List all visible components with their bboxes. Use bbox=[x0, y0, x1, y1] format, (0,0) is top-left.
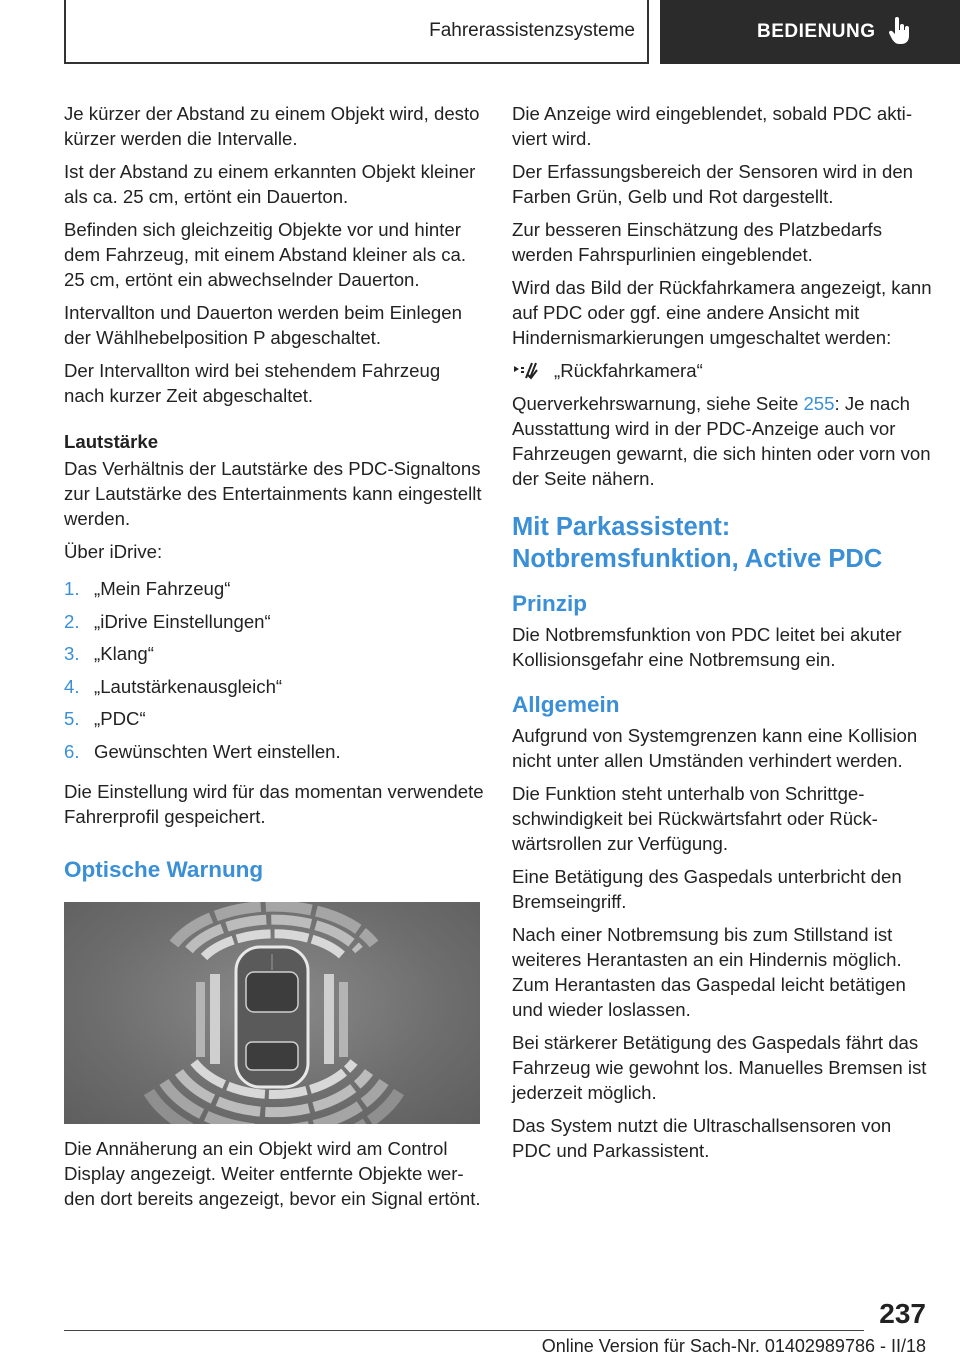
paragraph: Bei stärkerer Betätigung des Gaspedals fährt das Fahrzeug wie gewohnt los. Manuelles Bremsen ist jederzeit möglich. bbox=[512, 1032, 927, 1103]
step-number: 2. bbox=[64, 610, 80, 632]
list-item bbox=[64, 641, 484, 674]
paragraph: Nach einer Notbremsung bis zum Stillstand ist weiteres Herantasten an ein Hindernis möglich. Zum Herantasten das Gaspedal leicht betätigen und wieder loslassen. bbox=[512, 924, 906, 1020]
footer-divider bbox=[64, 1330, 864, 1331]
paragraph: Zur besseren Einschätzung des Platzbedarfs werden Fahrspurlinien eingeblendet. bbox=[512, 219, 883, 265]
paragraph: Der Intervallton wird bei stehendem Fahrzeug nach kurzer Zeit abgeschaltet. bbox=[64, 360, 441, 406]
cross-traffic-text: Querverkehrswarnung, siehe Seite bbox=[512, 393, 804, 414]
step-number: 1. bbox=[64, 578, 80, 599]
step-text: „Lautstärkenausgleich“ bbox=[94, 675, 283, 697]
paragraph: Je kürzer der Abstand zu einem Objekt wird, desto kürzer werden die Intervalle. bbox=[64, 103, 480, 149]
heading-prinzip: Prinzip bbox=[512, 591, 588, 616]
step-text: „iDrive Einstellungen“ bbox=[94, 610, 271, 632]
paragraph: Die Einstellung wird für das momentan verwendete Fahrerprofil gespeichert. bbox=[64, 781, 484, 827]
left-column bbox=[64, 101, 484, 1219]
right-column bbox=[512, 101, 932, 1171]
paragraph: Die Notbremsfunktion von PDC leitet bei akuter Kollisionsgefahr eine Notbremsung ein. bbox=[512, 624, 902, 670]
list-item bbox=[64, 609, 484, 642]
chapter-title: BEDIENUNG bbox=[757, 21, 876, 42]
step-number: 4. bbox=[64, 675, 80, 697]
paragraph: Aufgrund von Systemgrenzen kann eine Kollision nicht unter allen Umständen verhindert werden. bbox=[512, 725, 918, 771]
image-caption: Die Annäherung an ein Objekt wird am Control Display angezeigt. Weiter entfernte Objekte werden dort bereits angezeigt, bevor ein Signal ertönt. bbox=[64, 1138, 481, 1209]
paragraph: Die Funktion steht unterhalb von Schrittgeschwindigkeit bei Rückwärtsfahrt oder Rückwärtsrollen zur Verfügung. bbox=[512, 783, 878, 854]
paragraph: Der Erfassungsbereich der Sensoren wird in den Farben Grün, Gelb und Rot dargestellt. bbox=[512, 161, 914, 207]
paragraph: Das Verhältnis der Lautstärke des PDC-Signaltons zur Lautstärke des Entertainments kann eingestellt werden. bbox=[64, 458, 482, 529]
page-link[interactable]: 255 bbox=[803, 393, 835, 414]
step-text: „Klang“ bbox=[94, 643, 154, 664]
step-number: 3. bbox=[64, 643, 80, 664]
section-title: Fahrerassistenzsysteme bbox=[429, 20, 635, 41]
paragraph: Eine Betätigung des Gaspedals unterbricht den Bremseingriff. bbox=[512, 866, 902, 912]
paragraph: Über iDrive: bbox=[64, 541, 163, 562]
step-text: Gewünschten Wert einstellen. bbox=[94, 740, 341, 762]
paragraph bbox=[512, 391, 932, 491]
list-item bbox=[64, 674, 484, 707]
subheading-lautstaerke: Lautstärke bbox=[64, 431, 159, 452]
heading-allgemein: Allgemein bbox=[512, 692, 620, 717]
cross-traffic-text-cont: : Je nach Ausstattung wird in der PDC-Anzeige auch vor Fahrzeugen gewarnt, die sich hinten oder vorn von der Seite nähern. bbox=[512, 393, 931, 489]
footer-online-version: Online Version für Sach-Nr. 01402989786 - II/18 bbox=[541, 1336, 926, 1356]
paragraph: Befinden sich gleichzeitig Objekte vor und hinter dem Fahrzeug, mit einem Abstand kleiner als ca. 25 cm, ertönt ein abwechselnder Dauerton. bbox=[64, 219, 467, 290]
paragraph: Ist der Abstand zu einem erkannten Objekt kleiner als ca. 25 cm, ertönt ein Dauerton. bbox=[64, 161, 476, 207]
step-text: „PDC“ bbox=[94, 708, 146, 729]
page-number: 237 bbox=[879, 1298, 926, 1329]
paragraph: Das System nutzt die Ultraschallsensoren von PDC und Parkassistent. bbox=[512, 1115, 892, 1161]
step-number: 6. bbox=[64, 740, 80, 762]
paragraph: Wird das Bild der Rückfahrkamera angezeigt, kann auf PDC oder ggf. eine andere Ansicht mit Hindernismarkierungen umgeschaltet werden: bbox=[512, 277, 932, 348]
paragraph: Die Anzeige wird eingeblendet, sobald PDC aktiviert wird. bbox=[512, 103, 913, 149]
camera-menu-item bbox=[512, 358, 932, 383]
pdc-display-image bbox=[64, 902, 480, 1124]
hand-pointer-icon bbox=[888, 17, 912, 47]
step-list bbox=[64, 576, 484, 771]
list-item bbox=[64, 739, 484, 772]
step-number: 5. bbox=[64, 708, 80, 729]
list-item bbox=[64, 706, 484, 739]
heading-parkassistent: Mit Parkassistent: Notbremsfunktion, Active PDC bbox=[512, 513, 883, 573]
camera-label: „Rückfahrkamera“ bbox=[554, 360, 703, 381]
paragraph: Intervallton und Dauerton werden beim Einlegen der Wählhebelposition P abgeschaltet. bbox=[64, 302, 462, 348]
heading-optische-warnung: Optische Warnung bbox=[64, 857, 264, 882]
rear-camera-icon bbox=[512, 360, 540, 382]
header-section bbox=[64, 0, 649, 64]
header-chapter bbox=[660, 0, 960, 64]
step-text: „Mein Fahrzeug“ bbox=[94, 578, 231, 599]
list-item bbox=[64, 576, 484, 609]
